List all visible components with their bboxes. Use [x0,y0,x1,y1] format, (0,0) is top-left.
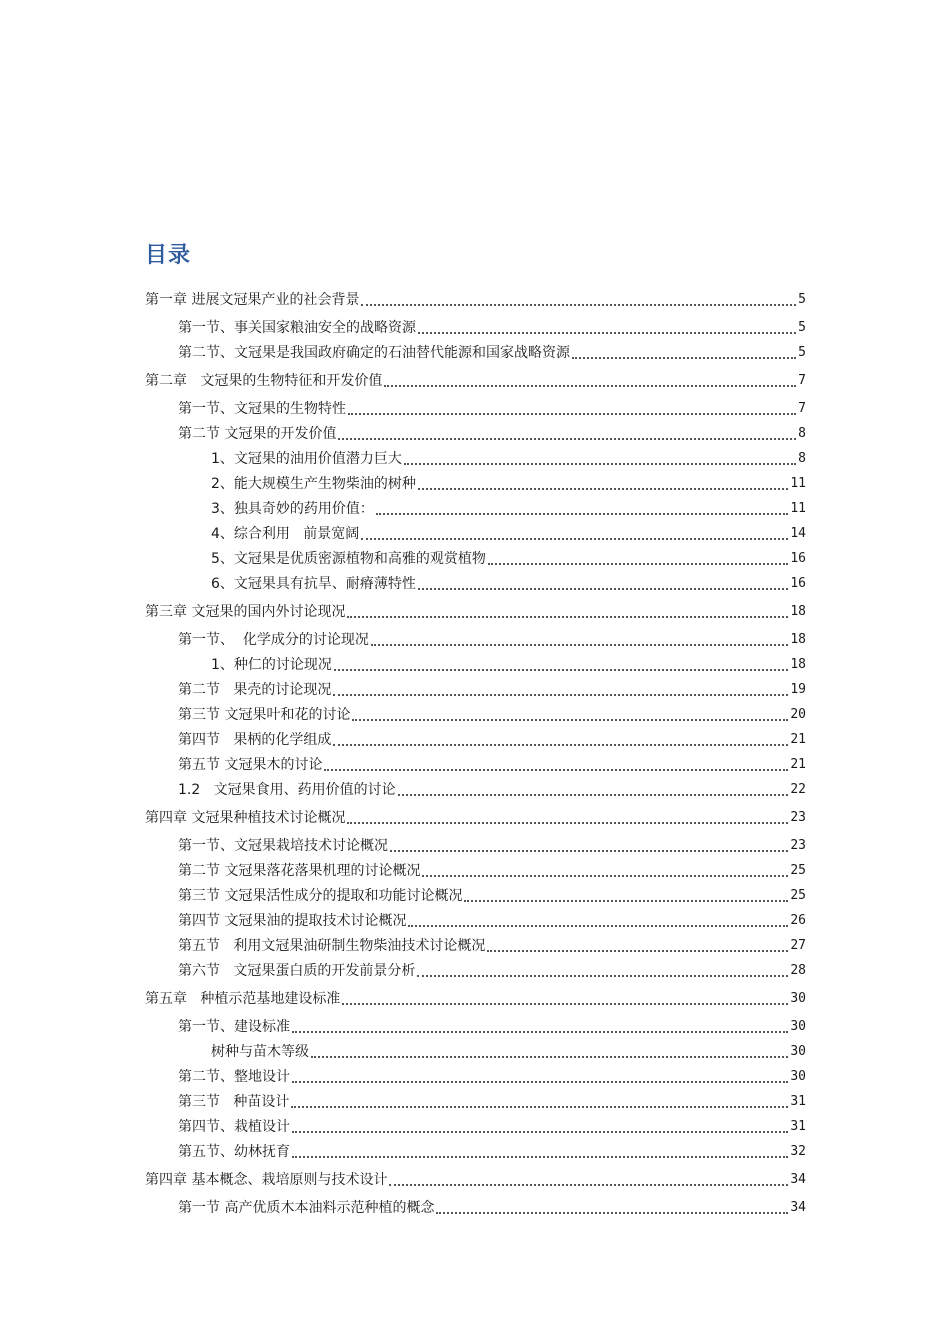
toc-dot-leader [291,1104,788,1108]
toc-entry-text: 第五节 利用文冠果油研制生物柴油技术讨论概况 [178,938,486,954]
toc-entry-text: 1、文冠果的油用价值潜力巨大 [211,451,402,467]
toc-page-number: 30 [790,991,806,1006]
toc-dot-leader [361,536,788,540]
toc-entry-text: 第一节、事关国家粮油安全的战略资源 [178,320,416,336]
toc-dot-leader [334,667,788,671]
toc-entry-text: 4、综合利用 前景宽阔 [211,526,360,542]
toc-entry-text: 第一节、文冠果的生物特性 [178,401,346,417]
toc-entry-text: 1.2 文冠果食用、药用价值的讨论 [178,782,396,798]
toc-page-number: 23 [790,838,806,853]
toc-entry-text: 第三节 文冠果活性成分的提取和功能讨论概况 [178,888,463,904]
toc-entry[interactable] [0,393,806,418]
toc-dot-leader [572,355,796,359]
toc-dot-leader [292,1029,788,1033]
toc-entry-text: 5、文冠果是优质密源植物和高雅的观赏植物 [211,551,486,567]
toc-page-number: 16 [790,576,806,591]
toc-entry-text: 第一章 进展文冠果产业的社会背景 [145,292,360,308]
toc-entry-text: 第四章 基本概念、栽培原则与技术设计 [145,1172,388,1188]
toc-entry-text: 3、独具奇妙的药用价值： [211,501,374,517]
toc-entry-text: 第一节、文冠果栽培技术讨论概况 [178,838,388,854]
toc-dot-leader [398,792,789,796]
toc-dot-leader [384,383,796,387]
toc-dot-leader [417,973,788,977]
toc-page-number: 31 [790,1094,806,1109]
toc-page-number: 28 [790,963,806,978]
toc-dot-leader [347,820,788,824]
toc-dot-leader [292,1154,788,1158]
toc-entry-text: 第四节 文冠果油的提取技术讨论概况 [178,913,407,929]
toc-entry[interactable] [0,493,806,518]
toc-title: 目录 [145,243,192,268]
toc-entry-text: 第五节 文冠果木的讨论 [178,757,323,773]
toc-entry-text: 第一节 高产优质木本油料示范种植的概念 [178,1200,435,1216]
toc-page-number: 27 [790,938,806,953]
toc-entry-text: 第六节 文冠果蛋白质的开发前景分析 [178,963,416,979]
toc-entry[interactable] [0,518,806,543]
toc-dot-leader [292,1079,788,1083]
toc-entry-text: 第四节 果柄的化学组成 [178,732,332,748]
toc-dot-leader [418,330,796,334]
toc-page-number: 23 [790,810,806,825]
toc-page-number: 11 [790,476,806,491]
toc-dot-leader [311,1054,788,1058]
toc-page-number: 18 [790,604,806,619]
toc-page-number: 34 [790,1200,806,1215]
toc-page-number: 16 [790,551,806,566]
toc-entry[interactable] [0,674,806,699]
toc-entry-text: 第二节 果壳的讨论现况 [178,682,332,698]
toc-entry[interactable] [0,855,806,880]
toc-dot-leader [342,1001,788,1005]
toc-entry[interactable] [0,443,806,468]
toc-page-number: 21 [790,757,806,772]
toc-page-number: 19 [790,682,806,697]
toc-entry[interactable] [0,1136,806,1161]
toc-entry-text: 第三节 种苗设计 [178,1094,290,1110]
toc-entry-text: 1、种仁的讨论现况 [211,657,332,673]
toc-entry[interactable] [0,699,806,724]
toc-page-number: 31 [790,1119,806,1134]
toc-page-number: 21 [790,732,806,747]
toc-dot-leader [371,642,788,646]
toc-entry[interactable] [0,468,806,493]
toc-page-number: 18 [790,632,806,647]
toc-dot-leader [436,1210,788,1214]
toc-entry[interactable] [0,774,806,799]
toc-entry[interactable] [0,1111,806,1136]
toc-entry[interactable] [0,312,806,337]
toc-entry-text: 第一节、 化学成分的讨论现况 [178,632,369,648]
toc-dot-leader [418,586,788,590]
toc-dot-leader [338,436,796,440]
toc-page-number: 25 [790,888,806,903]
toc-entry[interactable] [0,724,806,749]
toc-page-number: 30 [790,1044,806,1059]
toc-page-number: 26 [790,913,806,928]
toc-dot-leader [389,1182,788,1186]
toc-dot-leader [464,898,788,902]
toc-entry-text: 第五节、幼林抚育 [178,1144,290,1160]
toc-page-number: 7 [798,373,806,388]
toc-page-number: 30 [790,1019,806,1034]
toc-entry-text: 第五章 种植示范基地建设标准 [145,991,341,1007]
toc-entry-text: 第三节 文冠果叶和花的讨论 [178,707,351,723]
toc-entry-text: 第三章 文冠果的国内外讨论现况 [145,604,346,620]
toc-dot-leader [333,692,788,696]
toc-entry[interactable] [0,568,806,593]
toc-page-number: 8 [798,426,806,441]
toc-dot-leader [487,948,788,952]
toc-dot-leader [352,717,788,721]
toc-page-number: 5 [798,345,806,360]
toc-page-number: 20 [790,707,806,722]
toc-entry-text: 第二节、文冠果是我国政府确定的石油替代能源和国家战略资源 [178,345,570,361]
toc-entry[interactable] [0,905,806,930]
toc-dot-leader [348,411,796,415]
toc-dot-leader [347,614,788,618]
toc-page-number: 14 [790,526,806,541]
toc-entry[interactable] [0,1164,806,1189]
toc-dot-leader [488,561,788,565]
toc-entry-text: 第四章 文冠果种植技术讨论概况 [145,810,346,826]
toc-entry[interactable] [0,830,806,855]
toc-page-number: 25 [790,863,806,878]
toc-entry[interactable] [0,337,806,362]
toc-entry[interactable] [0,284,806,309]
toc-page-number: 34 [790,1172,806,1187]
toc-page-number: 32 [790,1144,806,1159]
toc-page-number: 7 [798,401,806,416]
toc-entry-text: 6、文冠果具有抗旱、耐瘠薄特性 [211,576,416,592]
toc-entry[interactable] [0,749,806,774]
toc-entry[interactable] [0,1011,806,1036]
toc-entry[interactable] [0,649,806,674]
toc-dot-leader [333,742,788,746]
toc-entry-text: 第一节、建设标准 [178,1019,290,1035]
toc-dot-leader [390,848,788,852]
toc-entry[interactable] [0,624,806,649]
toc-dot-leader [361,302,796,306]
toc-dot-leader [422,873,788,877]
toc-page-number: 22 [790,782,806,797]
toc-entry[interactable] [0,880,806,905]
toc-entry-text: 第二节 文冠果落花落果机理的讨论概况 [178,863,421,879]
toc-dot-leader [292,1129,788,1133]
toc-entry[interactable] [0,955,806,980]
toc-entry[interactable] [0,365,806,390]
toc-dot-leader [376,511,788,515]
toc-entry-text: 第二节、整地设计 [178,1069,290,1085]
toc-page-number: 8 [798,451,806,466]
toc-list [0,284,950,1217]
toc-entry-text: 第二章 文冠果的生物特征和开发价值 [145,373,383,389]
toc-page-number: 5 [798,320,806,335]
toc-entry-text: 2、能大规模生产生物柴油的树种 [211,476,416,492]
toc-page-number: 18 [790,657,806,672]
toc-page-number: 30 [790,1069,806,1084]
toc-entry[interactable] [0,418,806,443]
toc-entry[interactable] [0,1192,806,1217]
toc-dot-leader [418,486,788,490]
toc-page-number: 5 [798,292,806,307]
toc-entry[interactable] [0,1061,806,1086]
toc-dot-leader [324,767,788,771]
toc-entry[interactable] [0,983,806,1008]
toc-entry-text: 树种与苗木等级 [211,1044,309,1060]
toc-entry-text: 第四节、栽植设计 [178,1119,290,1135]
toc-entry[interactable] [0,930,806,955]
toc-entry[interactable] [0,1086,806,1111]
toc-entry[interactable] [0,596,806,621]
toc-entry-text: 第二节 文冠果的开发价值 [178,426,337,442]
toc-dot-leader [404,461,796,465]
toc-entry[interactable] [0,543,806,568]
toc-entry[interactable] [0,1036,806,1061]
toc-dot-leader [408,923,788,927]
toc-page-number: 11 [790,501,806,516]
toc-entry[interactable] [0,802,806,827]
